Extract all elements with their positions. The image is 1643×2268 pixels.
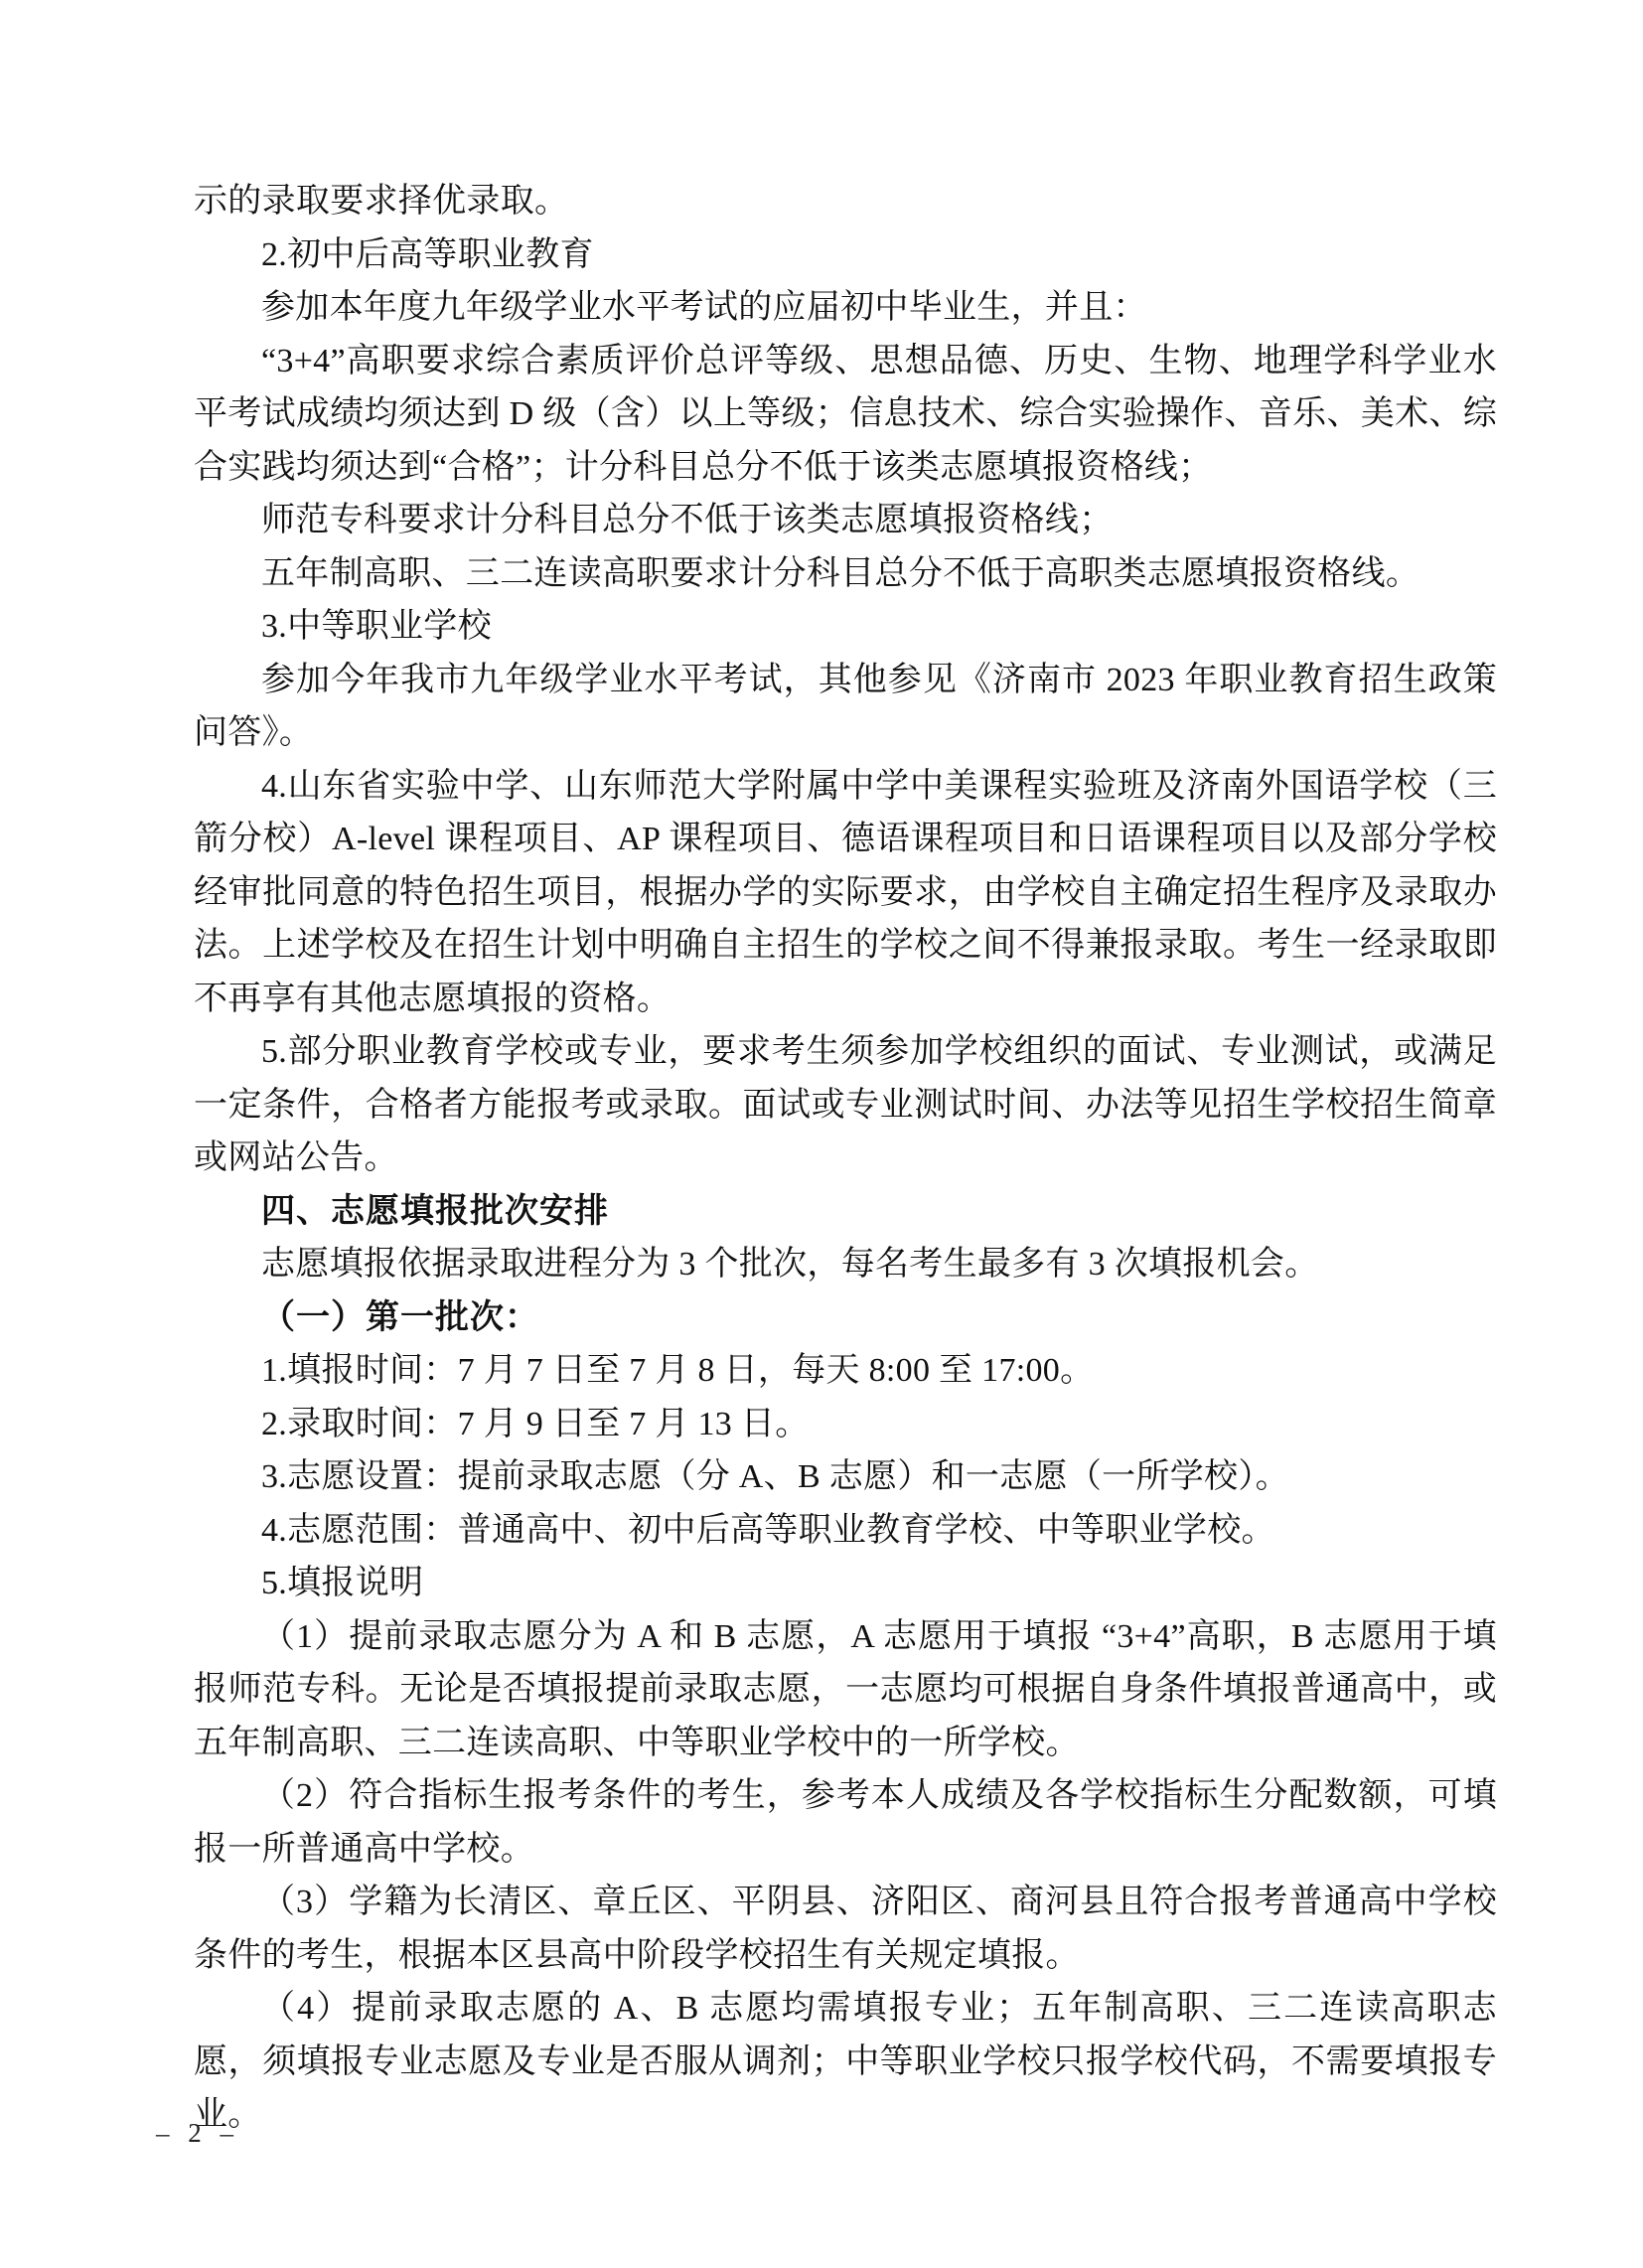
paragraph: 师范专科要求计分科目总分不低于该类志愿填报资格线； [261, 502, 1114, 538]
paragraph: 参加今年我市九年级学业水平考试，其他参见《济南市 2023 年职业教育招生政策问答》。 [194, 661, 1497, 751]
paragraph-item-2-title: 2.初中后高等职业教育 [261, 235, 594, 273]
paragraph: “3+4”高职要求综合素质评价总评等级、思想品德、历史、生物、地理学科学业水平考试成绩均须达到 D 级（含）以上等级；信息技术、综合实验操作、音乐、美术、综合实践均须达到“合格”；计分科目总分不低于该类志愿填报资格线； [194, 342, 1497, 486]
paragraph: 5.部分职业教育学校或专业，要求考生须参加学校组织的面试、专业测试，或满足一定条件，合格者方能报考或录取。面试或专业测试时间、办法等见招生学校招生简章或网站公告。 [194, 1033, 1497, 1176]
paragraph: 五年制高职、三二连读高职要求计分科目总分不低于高职类志愿填报资格线。 [261, 554, 1420, 592]
paragraph: 5.填报说明 [261, 1565, 424, 1601]
paragraph: （2）符合指标生报考条件的考生，参考本人成绩及各学校指标生分配数额，可填报一所普通高中学校。 [194, 1777, 1497, 1868]
paragraph: （1）提前录取志愿分为 A 和 B 志愿，A 志愿用于填报 “3+4”高职，B 志愿用于填报师范专科。无论是否填报提前录取志愿，一志愿均可根据自身条件填报普通高中，或五年制高职、三二连读高职、中等职业学校中的一所学校。 [194, 1617, 1497, 1761]
subsection-heading: （一）第一批次： [261, 1297, 539, 1336]
document-body [194, 175, 1497, 2142]
paragraph: 4.山东省实验中学、山东师范大学附属中学中美课程实验班及济南外国语学校（三箭分校）A-level 课程项目、AP 课程项目、德语课程项目和日语课程项目以及部分学校经审批同意的特色招生项目，根据办学的实际要求，由学校自主确定招生程序及录取办法。上述学校及在招生计划中明确自主招生的学校之间不得兼报录取。考生一经录取即不再享有其他志愿填报的资格。 [194, 767, 1497, 1017]
paragraph: 3.志愿设置：提前录取志愿（分 A、B 志愿）和一志愿（一所学校）。 [261, 1458, 1289, 1495]
paragraph: （4）提前录取志愿的 A、B 志愿均需填报专业；五年制高职、三二连读高职志愿，须填报专业志愿及专业是否服从调剂；中等职业学校只报学校代码，不需要填报专业。 [194, 1990, 1497, 2133]
paragraph-continuation: 示的录取要求择优录取。 [194, 183, 569, 220]
paragraph: 参加本年度九年级学业水平考试的应届初中毕业生，并且： [261, 289, 1147, 326]
paragraph-item-3-title: 3.中等职业学校 [261, 608, 492, 645]
paragraph: 1.填报时间：7 月 7 日至 7 月 8 日，每天 8:00 至 17:00。 [261, 1352, 1095, 1389]
section-heading: 四、志愿填报批次安排 [261, 1191, 609, 1230]
paragraph: 志愿填报依据录取进程分为 3 个批次，每名考生最多有 3 次填报机会。 [261, 1246, 1319, 1283]
paragraph: 4.志愿范围：普通高中、初中后高等职业教育学校、中等职业学校。 [261, 1511, 1275, 1549]
page-number: – 2 – [156, 2118, 239, 2148]
paragraph: 2.录取时间：7 月 9 日至 7 月 13 日。 [261, 1405, 810, 1442]
paragraph: （3）学籍为长清区、章丘区、平阴县、济阳区、商河县且符合报考普通高中学校条件的考生，根据本区县高中阶段学校招生有关规定填报。 [194, 1884, 1497, 1974]
